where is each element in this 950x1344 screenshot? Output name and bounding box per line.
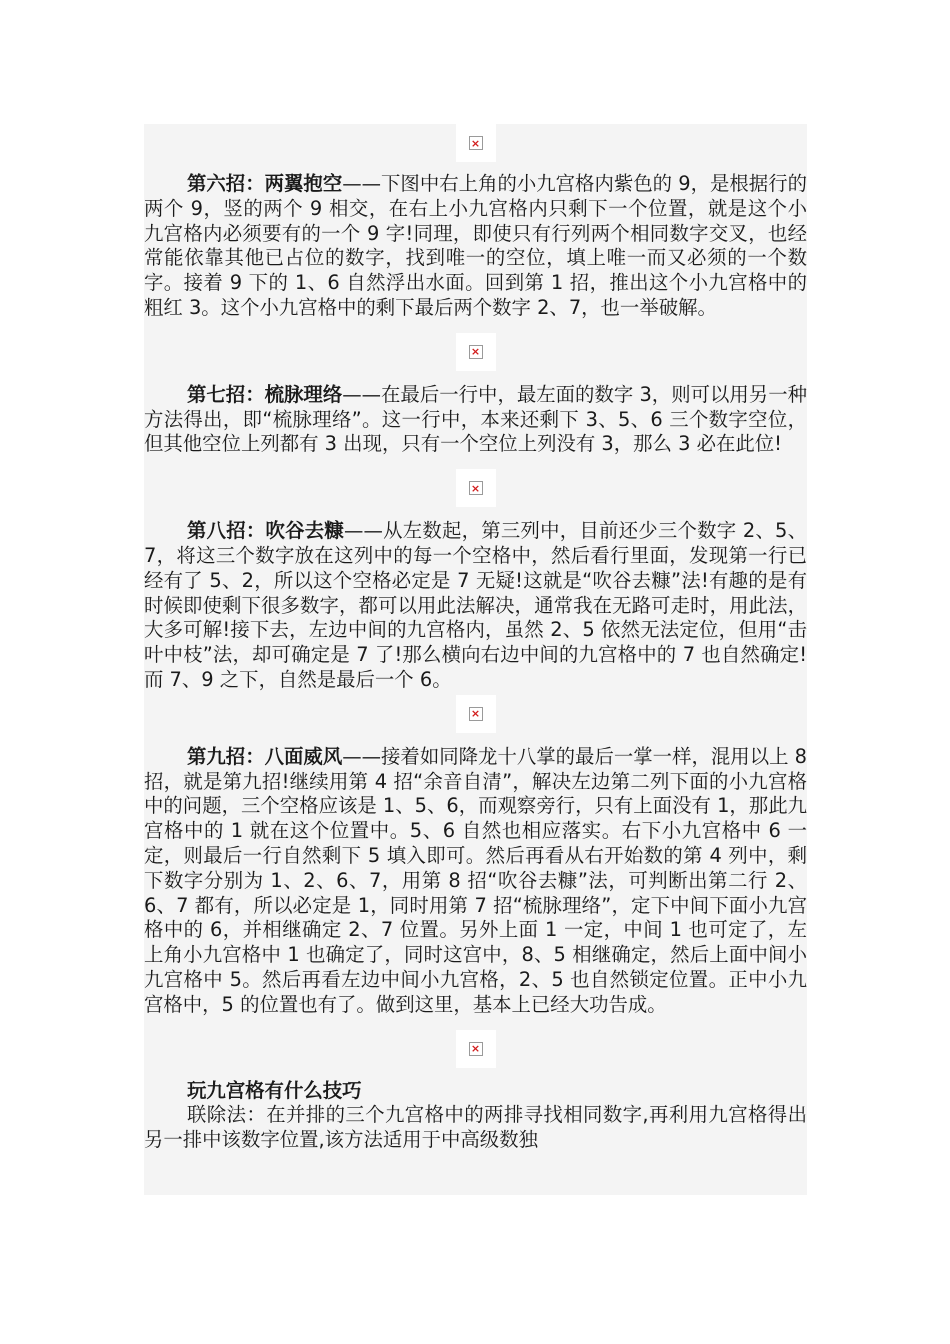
section-nine-title: 第九招：八面威风 xyxy=(187,744,343,768)
section-nine-paragraph xyxy=(144,745,807,1018)
section-eight-paragraph xyxy=(144,519,807,693)
broken-image-icon: × xyxy=(456,333,496,371)
image-placeholder-2 xyxy=(144,333,807,371)
section-six-body: ——下图中右上角的小九宫格内紫色的 9，是根据行的两个 9，竖的两个 9 相交，在右上小九宫格内只剩下一个位置，就是这个小九宫格内必须要有的一个 9 字!同理，即使只有行列两个相同数字交叉，也经常能依靠其他已占位的数字，找到唯一的空位，填上唯一而又必须的一个数字。接着 9 下的 1、6 自然浮出水面。回到第 1 招，推出这个小九宫格中的粗红 3。这个小九宫格中的剩下最后两个数字 2、7，也一举破解。 xyxy=(144,172,808,319)
section-nine-body: ——接着如同降龙十八掌的最后一掌一样，混用以上 8 招，就是第九招!继续用第 4 招“余音自清”，解决左边第二列下面的小九宫格中的问题，三个空格应该是 1、5、6，而观察旁行，只有上面没有 1，那此九宫格中的 1 就在这个位置中。5、6 自然也相应落实。右下小九宫格中 6 一定，则最后一行自然剩下 5 填入即可。然后再看从右开始数的第 4 列中，剩下数字分别为 1、2、6、7，用第 8 招“吹谷去糠”法，可判断出第二行 2、6、7 都有，所以必定是 1，同时用第 7 招“梳脉理络”，定下中间下面小九宫格中的 6，并相继确定 2、7 位置。另外上面 1 一定，中间 1 也可定了，左上角小九宫格中 1 也确定了，同时这宫中，8、5 相继确定，然后上面中间小九宫格中 5。然后再看左边中间小九宫格，2、5 也自然锁定位置。正中小九宫格中，5 的位置也有了。做到这里，基本上已经大功告成。 xyxy=(144,744,808,1016)
broken-image-icon: × xyxy=(456,1030,496,1068)
section-seven-paragraph xyxy=(144,383,807,457)
article-content xyxy=(144,124,807,1195)
section-eight-body: ——从左数起，第三列中，目前还少三个数字 2、5、7，将这三个数字放在这列中的每一个空格中，然后看行里面，发现第一行已经有了 5、2，所以这个空格必定是 7 无疑!这就是“吹谷去糠”法!有趣的是有时候即使剩下很多数字，都可以用此法解决，通常我在无路可走时，用此法，大多可解!接下去，左边中间的九宫格内，虽然 2、5 依然无法定位，但用“击叶中枝”法，却可确定是 7 了!那么横向右边中间的九宫格中的 7 也自然确定!而 7、9 之下，自然是最后一个 6。 xyxy=(144,519,807,691)
tips-heading: 玩九宫格有什么技巧 xyxy=(187,1078,362,1102)
broken-image-icon: × xyxy=(456,124,496,162)
section-seven-body: ——在最后一行中，最左面的数字 3，则可以用另一种方法得出，即“梳脉理络”。这一行中，本来还剩下 3、5、6 三个数字空位，但其他空位上列都有 3 出现，只有一个空位上列没有 3，那么 3 必在此位! xyxy=(144,382,808,456)
image-placeholder-4 xyxy=(144,695,807,733)
image-placeholder-3 xyxy=(144,469,807,507)
section-six-paragraph xyxy=(144,172,807,321)
section-seven-title: 第七招：梳脉理络 xyxy=(187,382,343,406)
tips-paragraph: 联除法：在并排的三个九宫格中的两排寻找相同数字,再利用九宫格得出另一排中该数字位置,该方法适用于中高级数独 xyxy=(144,1103,807,1152)
image-placeholder-1 xyxy=(144,124,807,162)
section-six-title: 第六招：两翼抱空 xyxy=(187,172,343,195)
section-eight-title: 第八招：吹谷去糠 xyxy=(187,519,345,543)
broken-image-icon: × xyxy=(456,469,496,507)
broken-image-icon: × xyxy=(456,695,496,733)
image-placeholder-5 xyxy=(144,1030,807,1068)
